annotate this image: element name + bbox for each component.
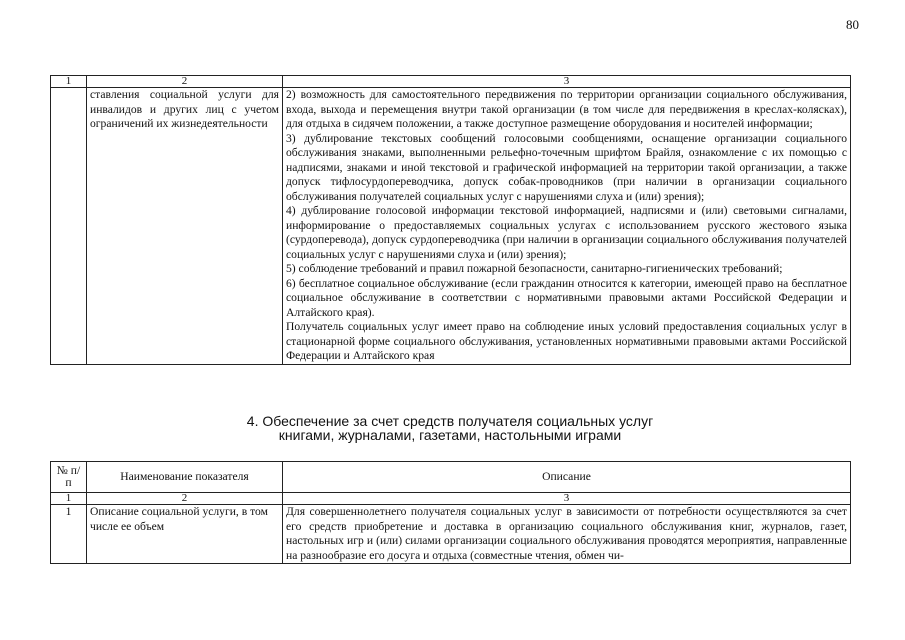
column-number-2: 2 (87, 493, 283, 505)
row-number-cell: 1 (51, 505, 87, 564)
column-number-row (51, 76, 851, 88)
section-heading-line-1: 4. Обеспечение за счет средств получателя социальных услуг (246, 413, 654, 429)
condition-item-2: 2) возможность для самостоятельного передвижения по территории организации социального обслуживания, входа, выхода и перемещения внутри такой организации (в том числе для передвижения в креслах-колясках), для отдыха в сидячем положении, а также доступное размещение оборудования и носителей информации; (286, 88, 847, 130)
table-row (51, 505, 851, 564)
description-cell: Для совершеннолетнего получателя социальных услуг в зависимости от потребности осуществляются за счет его средств приобретение и доставка в организацию социального обслуживания книг, журналов, газет, настольных игр и (или) силами организации социального обслуживания проводятся мероприятия, направленные на разнообразие его досуга и отдыха (совместные чтения, обмен чи- (283, 505, 851, 564)
indicator-name-cell: ставления социальной услуги для инвалидов и других лиц с учетом ограничений их жизнедеятельности (87, 88, 283, 365)
column-number-row (51, 493, 851, 505)
row-number-cell (51, 88, 87, 365)
header-description: Описание (283, 462, 851, 493)
column-number-3: 3 (283, 493, 851, 505)
condition-item-3: 3) дублирование текстовых сообщений голосовыми сообщениями, оснащение организации социального обслуживания знаками, выполненными рельефно-точечным шрифтом Брайля, ознакомление с их помощью с надписями, знаками и иной текстовой и графической информацией на территории такой организации, а также допуск тифлосурдопереводчика, допуск собак-проводников (при наличии в организации социального обслуживания получателей социальных услуг с нарушениями слуха и (или) зрения); (286, 131, 847, 203)
column-number-2: 2 (87, 76, 283, 88)
column-number-3: 3 (283, 76, 851, 88)
additional-conditions-paragraph: Получатель социальных услуг имеет право на соблюдение иных условий предоставления социальных услуг в стационарной форме социального обслуживания, установленных нормативными правовыми актами Российской Федерации и Алтайского края (286, 320, 847, 362)
page-number: 80 (846, 17, 859, 32)
section-heading (50, 414, 850, 442)
header-number: № п/п (51, 462, 87, 493)
condition-item-4: 4) дублирование голосовой информации текстовой информацией, надписями и (или) световыми сигналами, информирование о предоставляемых социальных услугах с использованием русского жестового языка (сурдоперевода), допуск сурдопереводчика (при наличии в организации социального обслуживания получателей социальных услуг с нарушениями слуха и (или) зрения); (286, 204, 847, 261)
column-number-1: 1 (51, 76, 87, 88)
description-cell (283, 88, 851, 365)
services-conditions-table (50, 75, 851, 365)
condition-item-6: 6) бесплатное социальное обслуживание (если гражданин относится к категории, имеющей право на бесплатное социальное обслуживание в соответствии с нормативными правовыми актами Российской Федерации и Алтайского края). (286, 276, 847, 319)
column-number-1: 1 (51, 493, 87, 505)
section-heading-line-2: книгами, журналами, газетами, настольными играми (278, 427, 622, 443)
books-games-table (50, 461, 851, 564)
table-row (51, 88, 851, 365)
indicator-name-cell: Описание социальной услуги, в том числе ее объем (87, 505, 283, 564)
header-indicator-name: Наименование показателя (87, 462, 283, 493)
header-row (51, 462, 851, 493)
condition-item-5: 5) соблюдение требований и правил пожарной безопасности, санитарно-гигиенических требований; (286, 262, 783, 275)
